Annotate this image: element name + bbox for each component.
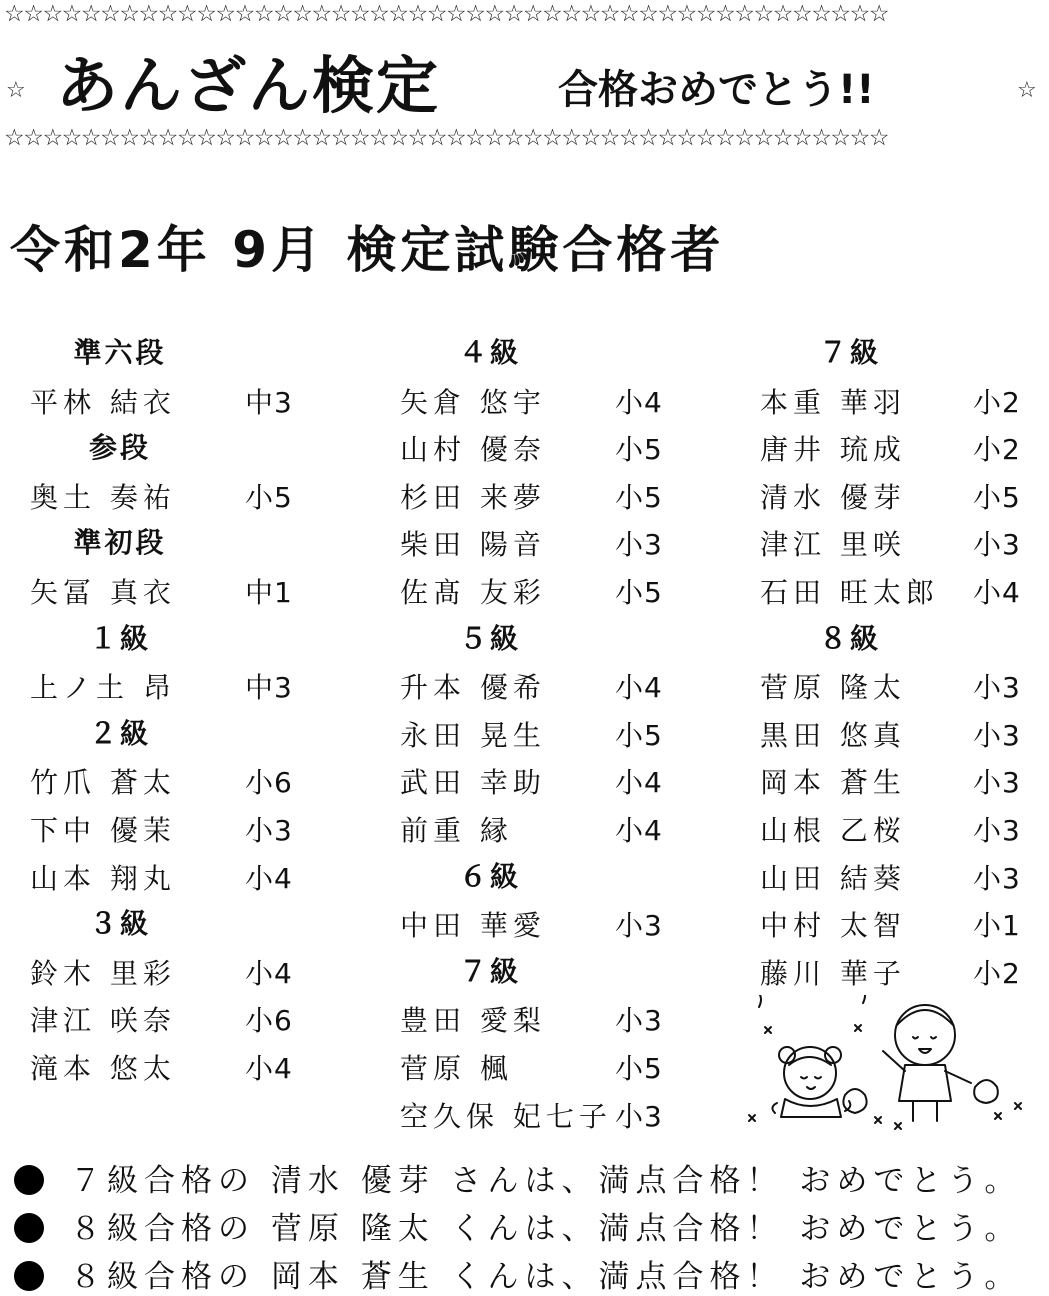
passer-row [760,420,1049,468]
passer-school-year: 小4 [615,766,663,800]
passer-row [400,753,690,801]
page-title: 令和2年 9月 検定試験合格者 [10,221,725,279]
passer-name: 中田 華愛 [400,909,546,943]
passer-row [30,849,320,897]
passer-school-year: 小5 [615,718,663,752]
passer-row [30,658,320,706]
passer-name: 黒田 悠真 [760,718,906,752]
grade-heading: 参段 [88,431,151,465]
passer-row [30,944,320,992]
passer-row [400,420,690,468]
perfect-score-note [14,1155,1021,1200]
grade-heading: ４級 [458,336,521,369]
passer-name: 平林 結衣 [30,385,176,419]
passer-school-year: 小5 [615,480,663,514]
bullet-icon [14,1213,44,1243]
passer-name: 鈴木 里彩 [30,956,176,990]
passer-row [400,468,690,516]
passer-name: 竹爪 蒼太 [30,766,176,800]
passer-school-year: 小3 [973,718,1021,752]
passer-name: 岡本 蒼生 [760,766,906,800]
passer-name: 矢冨 真衣 [30,575,176,609]
passer-school-year: 小6 [245,1004,293,1038]
passer-school-year: 小3 [973,671,1021,705]
grade-heading: ５級 [458,621,521,655]
note-text: ８級合格の 岡本 蒼生 くんは、満点合格！ おめでとう。 [70,1259,1022,1295]
passer-name: 山村 優奈 [400,433,546,467]
passer-row [400,1039,690,1087]
grade-heading: １級 [88,621,151,655]
passer-row [760,706,1049,754]
passer-name: 石田 旺太郎 [760,575,939,609]
passer-row [760,896,1049,944]
passer-name: 奥土 奏祐 [30,480,176,514]
star-border-top: ☆☆☆☆☆☆☆☆☆☆☆☆☆☆☆☆☆☆☆☆☆☆☆☆☆☆☆☆☆☆☆☆☆☆☆☆☆☆☆☆☆☆☆☆☆☆ [4,2,889,26]
star-icon-right: ☆ [1017,78,1037,103]
results-column-middle [400,325,690,1134]
passer-name: 永田 晃生 [400,718,546,752]
results-column-left [30,325,320,1087]
passer-row [30,801,320,849]
passer-school-year: 小5 [615,575,663,609]
bullet-icon [14,1261,44,1291]
grade-heading-row [30,420,320,468]
passer-row [400,1087,690,1135]
passer-school-year: 小5 [245,480,293,514]
passer-name: 下中 優茉 [30,813,176,847]
passer-school-year: 小3 [615,1099,663,1133]
bullet-icon [14,1165,44,1195]
grade-heading: 準初段 [73,526,167,560]
passer-row [30,563,320,611]
star-border-bottom: ☆☆☆☆☆☆☆☆☆☆☆☆☆☆☆☆☆☆☆☆☆☆☆☆☆☆☆☆☆☆☆☆☆☆☆☆☆☆☆☆☆☆☆☆☆☆ [4,126,889,150]
passer-school-year: 中3 [245,385,293,419]
grade-heading: ７級 [458,954,521,988]
passer-name: 柴田 陽音 [400,528,546,562]
passer-school-year: 小4 [245,861,293,895]
passer-school-year: 小4 [973,575,1021,609]
passer-school-year: 小2 [973,385,1021,419]
passer-row [30,373,320,421]
grade-heading-row [30,896,320,944]
passer-row [30,991,320,1039]
passer-school-year: 中3 [245,671,293,705]
passer-name: 菅原 楓 [400,1051,513,1085]
grade-heading-row [30,611,320,659]
passer-name: 中村 太智 [760,909,906,943]
passer-name: 上ノ土 昂 [30,671,176,705]
banner-subtitle: 合格おめでとう!! [558,67,875,113]
passer-school-year: 小1 [973,909,1021,943]
passer-row [760,658,1049,706]
passer-row [760,373,1049,421]
passer-name: 唐井 琉成 [760,433,906,467]
grade-heading: ２級 [88,716,151,750]
passer-row [30,1039,320,1087]
grade-heading-row [30,706,320,754]
perfect-score-note [14,1203,1021,1248]
passer-school-year: 小3 [615,909,663,943]
grade-heading-row [760,611,1049,659]
grade-heading: 準六段 [73,336,167,369]
passer-name: 滝本 悠太 [30,1051,176,1085]
banner-title: あんざん検定 [56,49,441,122]
passer-school-year: 小3 [973,528,1021,562]
passer-name: 山本 翔丸 [30,861,176,895]
passer-row [400,801,690,849]
passer-row [400,896,690,944]
passer-row [760,563,1049,611]
passer-name: 津江 里咲 [760,528,906,562]
grade-heading-row [30,325,320,373]
passer-name: 山根 乙桜 [760,813,906,847]
passer-name: 矢倉 悠宇 [400,385,546,419]
passer-row [30,468,320,516]
passer-row [400,706,690,754]
passer-row [760,515,1049,563]
passer-school-year: 中1 [245,575,293,609]
passer-school-year: 小2 [973,433,1021,467]
grade-heading-row [400,849,690,897]
passer-name: 杉田 来夢 [400,480,546,514]
passer-name: 豊田 愛梨 [400,1004,546,1038]
grade-heading: ７級 [818,336,881,369]
passer-school-year: 小4 [245,956,293,990]
passer-school-year: 小3 [615,1004,663,1038]
star-icon-left: ☆ [6,78,26,103]
passer-row [760,468,1049,516]
results-column-right [760,325,1049,991]
passer-name: 津江 咲奈 [30,1004,176,1038]
grade-heading-row [400,944,690,992]
passer-name: 升本 優希 [400,671,546,705]
grade-heading: ６級 [458,859,521,893]
passer-school-year: 小2 [973,956,1021,990]
passer-name: 藤川 華子 [760,956,906,990]
passer-name: 佐髙 友彩 [400,575,546,609]
passer-school-year: 小6 [245,766,293,800]
passer-row [400,515,690,563]
passer-row [400,563,690,611]
passer-school-year: 小3 [245,813,293,847]
passer-row [400,991,690,1039]
grade-heading-row [760,325,1049,373]
passer-name: 前重 縁 [400,813,513,847]
passer-row [760,753,1049,801]
passer-name: 清水 優芽 [760,480,906,514]
grade-heading-row [400,325,690,373]
passer-name: 武田 幸助 [400,766,546,800]
passer-name: 菅原 隆太 [760,671,906,705]
perfect-score-note [14,1251,1021,1296]
children-illustration [745,995,1035,1130]
passer-school-year: 小3 [973,861,1021,895]
passer-school-year: 小4 [245,1051,293,1085]
passer-name: 本重 華羽 [760,385,906,419]
grade-heading-row [30,515,320,563]
grade-heading: ３級 [88,907,151,941]
passer-name: 空久保 妃七子 [400,1099,612,1133]
passer-name: 山田 結葵 [760,861,906,895]
passer-school-year: 小3 [615,528,663,562]
passer-school-year: 小4 [615,813,663,847]
passer-school-year: 小5 [615,1051,663,1085]
passer-row [30,753,320,801]
grade-heading: ８級 [818,621,881,655]
grade-heading-row [400,611,690,659]
passer-row [760,944,1049,992]
passer-row [760,801,1049,849]
note-text: ８級合格の 菅原 隆太 くんは、満点合格！ おめでとう。 [70,1211,1022,1247]
passer-row [400,373,690,421]
passer-school-year: 小4 [615,385,663,419]
passer-school-year: 小3 [973,813,1021,847]
passer-school-year: 小5 [615,433,663,467]
passer-row [760,849,1049,897]
note-text: ７級合格の 清水 優芽 さんは、満点合格！ おめでとう。 [70,1163,1022,1199]
passer-school-year: 小3 [973,766,1021,800]
passer-school-year: 小4 [615,671,663,705]
passer-row [400,658,690,706]
passer-school-year: 小5 [973,480,1021,514]
